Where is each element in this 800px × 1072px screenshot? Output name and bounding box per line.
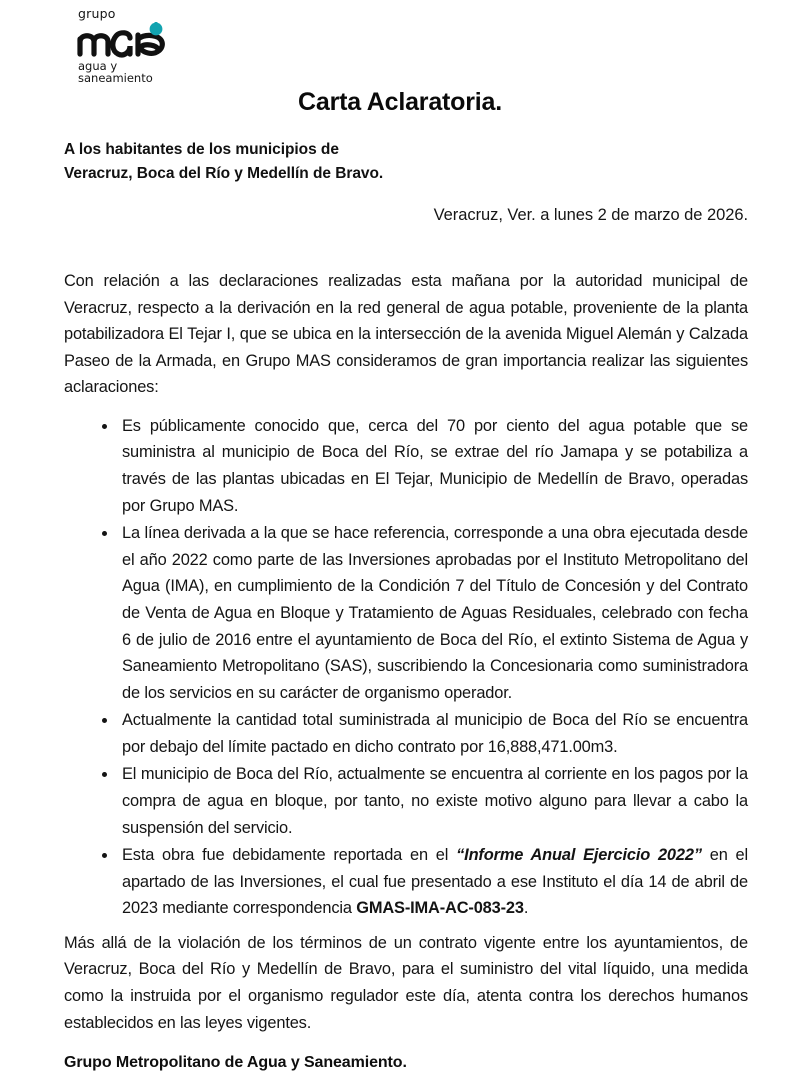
dateline: Veracruz, Ver. a lunes 2 de marzo de 2026. — [433, 206, 748, 224]
list-item-text: Actualmente la cantidad total suministrada al municipio de Boca del Río se encuentra por debajo del límite pactado en dicho contrato por 16,888,471.00m3. — [122, 711, 748, 756]
correspondence-reference-code: GMAS-IMA-AC-083-23 — [356, 899, 524, 918]
list-item — [64, 520, 748, 706]
logo-subtitle-line2: saneamiento — [78, 71, 153, 86]
grupo-mas-logo — [76, 8, 206, 85]
list-item — [64, 707, 748, 760]
list-item-text: La línea derivada a la que se hace referencia, corresponde a una obra ejecutada desde el año 2022 como parte de las Inversiones aprobadas por el Instituto Metropolitano del Agua (IMA), en cumplimiento de la Condición 7 del Título de Concesión y del Contrato de Venta de Agua en Bloque y Tratamiento de Aguas Residuales, celebrado con fecha 6 de julio de 2016 entre el ayuntamiento de Boca del Río, el extinto Sistema de Agua y Saneamiento Metropolitano (SAS), suscribiendo la Concesionaria como suministradora de los servicios en su carácter de organismo operador. — [122, 524, 748, 702]
list-item-text: El municipio de Boca del Río, actualmente se encuentra al corriente en los pagos por la compra de agua en bloque, por tanto, no existe motivo alguno para llevar a cabo la suspensión del servicio. — [122, 765, 748, 837]
list-item — [64, 413, 748, 519]
addressee-line-2: Veracruz, Boca del Río y Medellín de Bravo. — [64, 165, 384, 183]
list-item — [64, 842, 748, 922]
list-item — [64, 761, 748, 841]
page-title: Carta Aclaratoria. — [298, 88, 502, 116]
addressee-line-1: A los habitantes de los municipios de — [64, 141, 339, 158]
list-item-text-after: . — [523, 899, 529, 918]
logo-subtitle-line1: agua y — [78, 58, 118, 73]
list-item-text: Es públicamente conocido que, cerca del 70 por ciento del agua potable que se suministra al municipio de Boca del Río, se extrae del río Jamapa y se potabiliza a través de las plantas ubicadas en El Tejar, Municipio de Medellín de Bravo, operadas por Grupo MAS. — [122, 416, 748, 515]
report-title-emphasis: “Informe Anual Ejercicio 2022” — [456, 846, 702, 865]
signature-line: Grupo Metropolitano de Agua y Saneamiento. — [64, 1054, 407, 1072]
list-item-text-before: Esta obra fue debidamente reportada en el — [122, 846, 457, 865]
logo-grupo-word: grupo — [78, 6, 116, 21]
aclaraciones-list — [64, 413, 748, 922]
intro-paragraph: Con relación a las declaraciones realizadas esta mañana por la autoridad municipal de Veracruz, respecto a la derivación en la red general de agua potable, proveniente de la planta potabilizadora El Tejar I, que se ubica en la intersección de la avenida Miguel Alemán y Calzada Paseo de la Armada, en Grupo MAS consideramos de gran importancia realizar las siguientes aclaraciones: — [64, 272, 748, 397]
logo-wordmark-mas — [76, 22, 180, 58]
closing-paragraph: Más allá de la violación de los términos de un contrato vigente entre los ayuntamientos, de Veracruz, Boca del Río y Medellín de Bravo, para el suministro del vital líquido, una medida como la instruida por el organismo regulador este día, atenta contra los derechos humanos establecidos en las leyes vigentes. — [64, 933, 748, 1032]
addressee-block — [64, 138, 383, 187]
document-body — [64, 268, 748, 1072]
logo-subtitle — [78, 60, 206, 86]
list-item-text-middle: en el apartado de las Inversiones, el cual fue presentado a ese Instituto el día 14 de abril de 2023 mediante correspondencia — [122, 846, 749, 918]
